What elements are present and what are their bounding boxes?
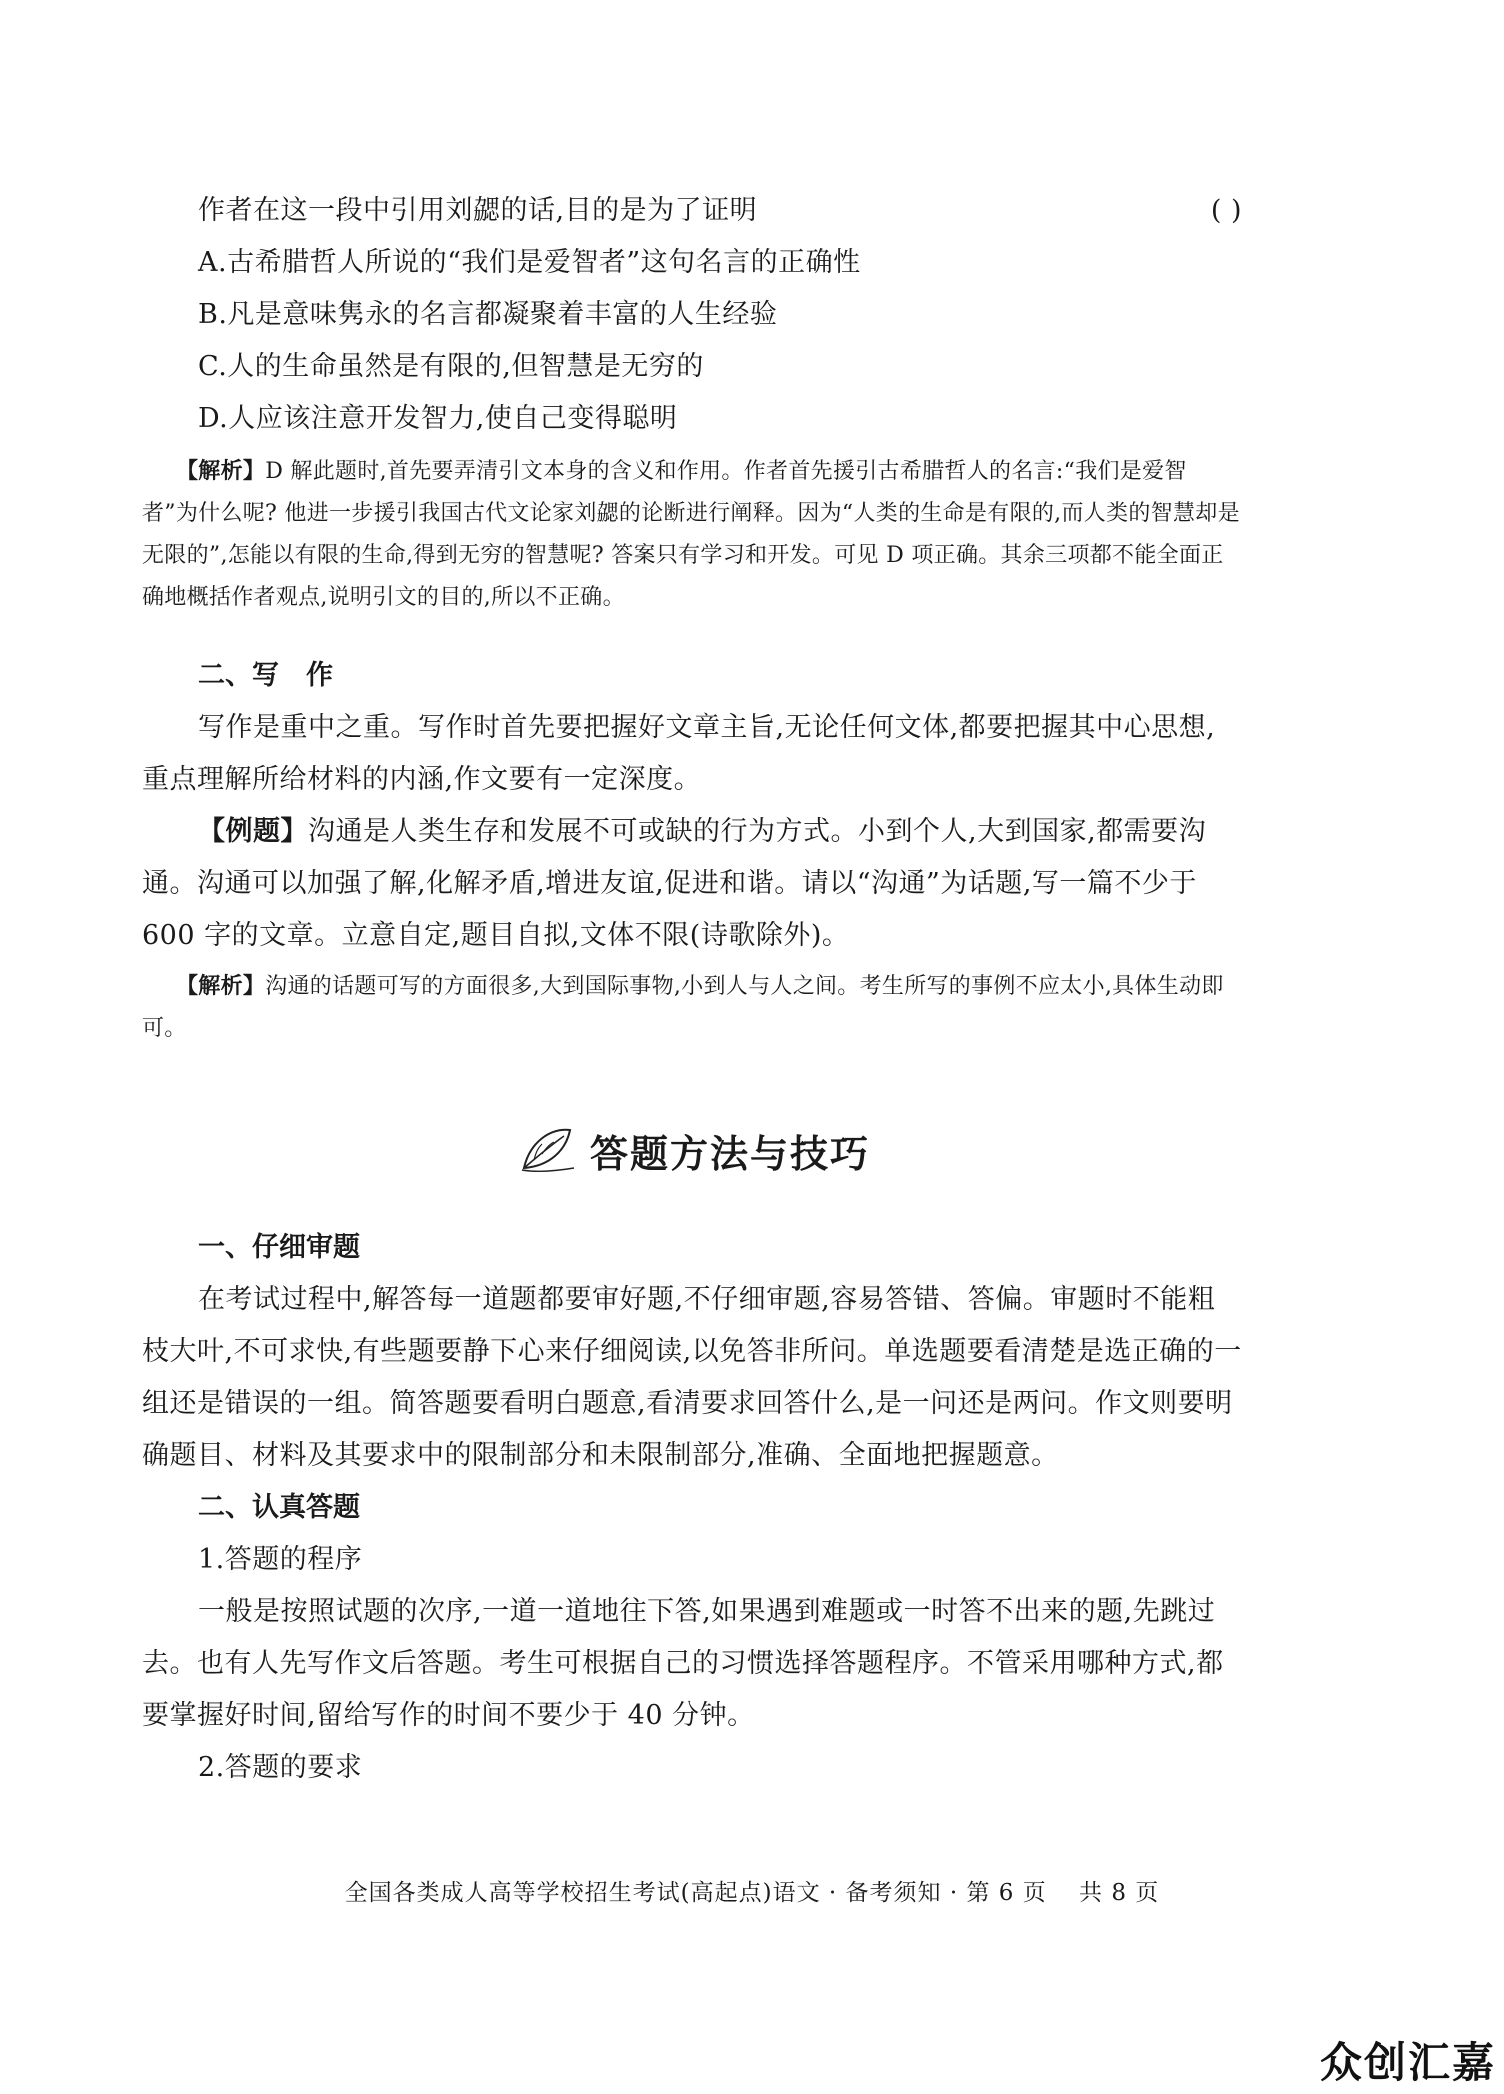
section-title-text: 答题方法与技巧 [590,1131,871,1176]
tips-subheading-1: 1.答题的程序 [198,1544,363,1575]
writing-block [142,650,1242,1050]
answer-paren: ( ) [1210,195,1242,226]
watermark-logo: 众创汇嘉 [1319,2038,1496,2087]
tips-heading-2: 二、认真答题 [198,1492,360,1523]
page-footer: 全国各类成人高等学校招生考试(高起点)语文 · 备考须知 · 第 6 页 共 8 页 [344,1880,1160,1906]
question-stem-text: 作者在这一段中引用刘勰的话,目的是为了证明 [198,195,758,226]
tips-paragraph-2: 一般是按照试题的次序,一道一道地往下答,如果遇到难题或一时答不出来的题,先跳过去。也有人先写作文后答题。考生可根据自己的习惯选择答题程序。不管采用哪种方式,都要掌握好时间,留给写作的时间不要少于 40 分钟。 [142,1596,1224,1731]
tips-block [142,1222,1242,1794]
option-b: B.凡是意味隽永的名言都凝聚着丰富的人生经验 [198,299,778,330]
question-stem [142,185,1242,237]
analysis-tag: 【解析】 [176,459,266,484]
writing-intro: 写作是重中之重。写作时首先要把握好文章主旨,无论任何文体,都要把握其中心思想,重点理解所给材料的内涵,作文要有一定深度。 [142,712,1216,795]
tips-heading-1: 一、仔细审题 [198,1232,360,1263]
leaf-icon [520,1122,576,1178]
question-block [142,185,1242,619]
writing-analysis-text: 沟通的话题可写的方面很多,大到国际事物,小到人与人之间。考生所写的事例不应太小,具体生动即可。 [142,974,1224,1041]
example-tag: 【例题】 [198,816,308,847]
example-text: 沟通是人类生存和发展不可或缺的行为方式。小到个人,大到国家,都需要沟通。沟通可以加强了解,化解矛盾,增进友谊,促进和谐。请以“沟通”为话题,写一篇不少于 600 字的文章。立意自定,题目自拟,文体不限(诗歌除外)。 [142,816,1207,951]
option-a: A.古希腊哲人所说的“我们是爱智者”这句名言的正确性 [198,247,861,278]
option-c: C.人的生命虽然是有限的,但智慧是无穷的 [198,351,704,382]
option-d: D.人应该注意开发智力,使自己变得聪明 [198,403,678,434]
analysis-text: D 解此题时,首先要弄清引文本身的含义和作用。作者首先援引古希腊哲人的名言:“我们是爱智者”为什么呢? 他进一步援引我国古代文论家刘勰的论断进行阐释。因为“人类的生命是有限的,而人类的智慧却是无限的”,怎能以有限的生命,得到无穷的智慧呢? 答案只有学习和开发。可见 D 项正确。其余三项都不能全面正确地概括作者观点,说明引文的目的,所以不正确。 [142,459,1240,610]
writing-example [142,806,1242,962]
writing-analysis [142,966,1242,1050]
writing-analysis-tag: 【解析】 [176,974,266,999]
section-title [520,1110,940,1190]
writing-heading: 二、写 作 [198,660,333,691]
tips-subheading-2: 2.答题的要求 [198,1752,363,1783]
tips-paragraph-1: 在考试过程中,解答每一道题都要审好题,不仔细审题,容易答错、答偏。审题时不能粗枝大叶,不可求快,有些题要静下心来仔细阅读,以免答非所问。单选题要看清楚是选正确的一组还是错误的一组。简答题要看明白题意,看清要求回答什么,是一问还是两问。作文则要明确题目、材料及其要求中的限制部分和未限制部分,准确、全面地把握题意。 [142,1284,1242,1471]
question-analysis [142,451,1242,619]
